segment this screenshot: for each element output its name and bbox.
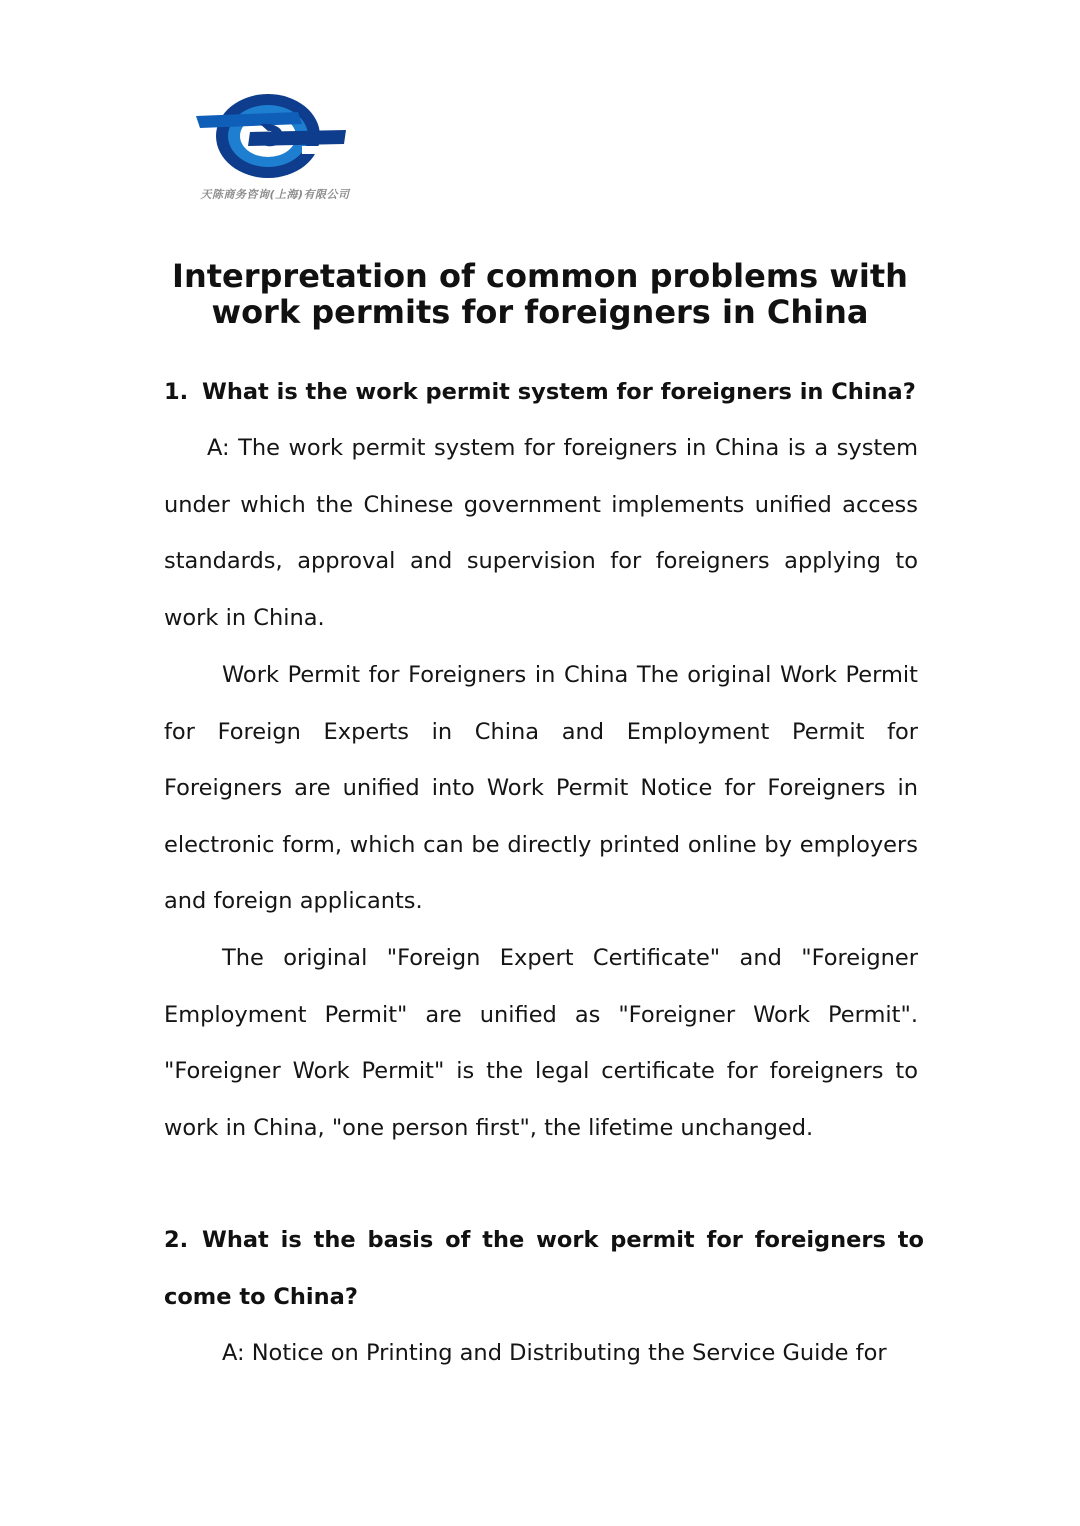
company-logo [180,86,370,206]
answer-paragraph: Work Permit for Foreigners in China The original Work Permit for Foreign Experts in China and Employment Permit for Foreigners are unified into Work Permit Notice for Foreigners in electronic form, which can be directly printed online by employers and foreign applicants. [164,662,918,915]
logo-caption: 天陈商务咨询(上海)有限公司 [200,188,350,201]
answer-paragraph: A: Notice on Printing and Distributing the Service Guide for [222,1340,887,1366]
document-title [160,258,920,330]
answer-paragraph: A: The work permit system for foreigners in China is a system under which the Chinese government implements unified access standards, approval and supervision for foreigners applying to work in China. [164,435,918,631]
title-line-2: work permits for foreigners in China [211,293,869,331]
question-text: What is the basis of the work permit for foreigners to come to China? [164,1227,924,1310]
question-text: What is the work permit system for foreigners in China? [202,379,916,405]
answer-paragraph: The original "Foreign Expert Certificate" and "Foreigner Employment Permit" are unified as "Foreigner Work Permit". "Foreigner Work Permit" is the legal certificate for foreigners to work in China, "one person first", the lifetime unchanged. [164,945,918,1141]
question-number: 2. [164,1227,189,1253]
logo-emblem-icon [190,86,350,184]
question-heading-1 [164,376,924,408]
title-line-1: Interpretation of common problems with [172,257,908,295]
question-number: 1. [164,379,189,405]
question-heading-2 [164,1212,924,1325]
